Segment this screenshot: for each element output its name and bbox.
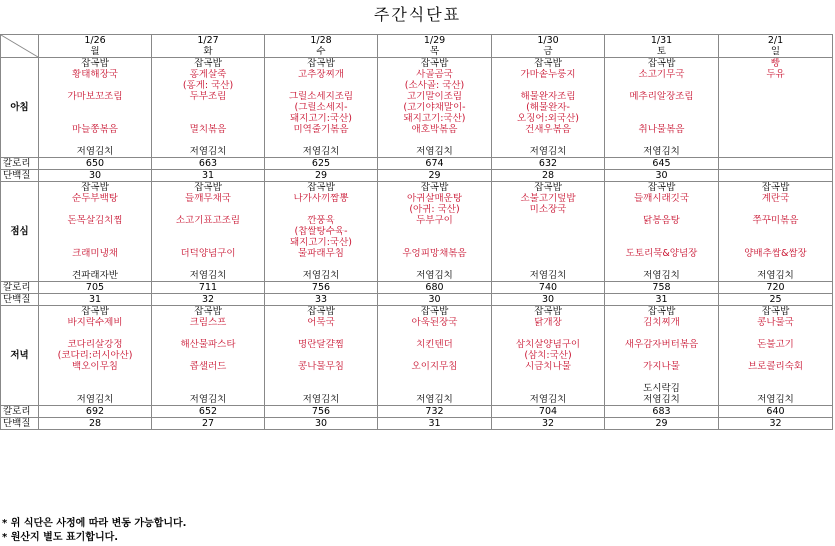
menu-item — [719, 80, 833, 91]
date-cell: 1/31 — [605, 35, 719, 47]
menu-item: 잡곡밥 — [492, 58, 605, 70]
menu-item — [39, 237, 152, 248]
menu-item: 어묵국 — [265, 317, 378, 328]
menu-item — [378, 135, 492, 146]
menu-item — [719, 226, 833, 237]
menu-item: 두부구이 — [378, 215, 492, 226]
menu-item — [378, 372, 492, 383]
menu-item — [605, 350, 719, 361]
menu-item — [152, 113, 265, 124]
menu-item — [605, 113, 719, 124]
calorie-value: 625 — [265, 158, 378, 170]
menu-item: 저염김치 — [719, 270, 833, 282]
protein-value: 30 — [39, 170, 152, 182]
menu-item: 돼지고기:국산) — [265, 113, 378, 124]
menu-item — [265, 135, 378, 146]
calorie-value: 756 — [265, 406, 378, 418]
menu-item: 우엉피망채볶음 — [378, 248, 492, 259]
menu-item: 바지락수제비 — [39, 317, 152, 328]
menu-item — [39, 328, 152, 339]
menu-item: 해산물파스타 — [152, 339, 265, 350]
protein-value: 31 — [152, 170, 265, 182]
menu-item — [378, 383, 492, 394]
menu-item — [492, 237, 605, 248]
menu-item: 잡곡밥 — [265, 58, 378, 70]
calorie-value: 720 — [719, 282, 833, 294]
calorie-value: 758 — [605, 282, 719, 294]
weekday-cell: 목 — [378, 46, 492, 58]
menu-row — [1, 270, 833, 282]
menu-item: 도토리묵&양념장 — [605, 248, 719, 259]
menu-item: 홍게살죽 — [152, 69, 265, 80]
menu-item: 그릴소세지조림 — [265, 91, 378, 102]
menu-item: (해물완자- — [492, 102, 605, 113]
calorie-row — [1, 158, 833, 170]
menu-item: 김치찌개 — [605, 317, 719, 328]
menu-item — [719, 350, 833, 361]
menu-row — [1, 259, 833, 270]
menu-item — [152, 102, 265, 113]
menu-item: 잡곡밥 — [265, 182, 378, 194]
protein-value — [719, 170, 833, 182]
menu-item: 미소장국 — [492, 204, 605, 215]
calorie-value: 692 — [39, 406, 152, 418]
menu-item: 저염김치 — [39, 394, 152, 406]
menu-item: 계란국 — [719, 193, 833, 204]
meal-label: 아침 — [1, 58, 39, 158]
menu-item: 소불고기덮밥 — [492, 193, 605, 204]
calorie-value: 652 — [152, 406, 265, 418]
menu-item: 돈목살김치찜 — [39, 215, 152, 226]
protein-row — [1, 418, 833, 430]
menu-item — [152, 259, 265, 270]
menu-item — [265, 350, 378, 361]
menu-item: 견파래자반 — [39, 270, 152, 282]
weekday-cell: 일 — [719, 46, 833, 58]
menu-item — [265, 259, 378, 270]
menu-item — [492, 383, 605, 394]
calorie-value: 650 — [39, 158, 152, 170]
menu-item — [265, 383, 378, 394]
menu-item — [378, 226, 492, 237]
menu-item: 저염김치 — [378, 146, 492, 158]
menu-row — [1, 113, 833, 124]
menu-item — [492, 328, 605, 339]
menu-row — [1, 102, 833, 113]
menu-item: 잡곡밥 — [265, 306, 378, 318]
menu-item: 돼지고기:국산) — [265, 237, 378, 248]
menu-item — [719, 102, 833, 113]
calorie-value: 711 — [152, 282, 265, 294]
calorie-row — [1, 406, 833, 418]
protein-value: 33 — [265, 294, 378, 306]
menu-item: 오징어:외국산) — [492, 113, 605, 124]
menu-item: 물파래무침 — [265, 248, 378, 259]
menu-row — [1, 80, 833, 91]
menu-item: 저염김치 — [492, 270, 605, 282]
menu-item: 오이지무침 — [378, 361, 492, 372]
menu-item — [265, 80, 378, 91]
menu-item — [605, 80, 719, 91]
menu-item — [719, 124, 833, 135]
menu-item — [492, 372, 605, 383]
menu-item: 아귀살매운탕 — [378, 193, 492, 204]
menu-row — [1, 350, 833, 361]
menu-item: 고기말이조림 — [378, 91, 492, 102]
menu-item: 콥샐러드 — [152, 361, 265, 372]
menu-item — [605, 102, 719, 113]
menu-item: (삼치:국산) — [492, 350, 605, 361]
menu-item: 치킨텐더 — [378, 339, 492, 350]
menu-item: 고추장찌개 — [265, 69, 378, 80]
menu-item — [492, 80, 605, 91]
date-cell: 2/1 — [719, 35, 833, 47]
menu-item: 메추리알장조림 — [605, 91, 719, 102]
menu-item — [605, 372, 719, 383]
menu-item: 돈불고기 — [719, 339, 833, 350]
menu-item: 크래미냉채 — [39, 248, 152, 259]
menu-item: 백오이무침 — [39, 361, 152, 372]
menu-item — [719, 237, 833, 248]
protein-value: 25 — [719, 294, 833, 306]
menu-row — [1, 361, 833, 372]
menu-item — [492, 259, 605, 270]
menu-item: 닭개장 — [492, 317, 605, 328]
protein-value: 32 — [719, 418, 833, 430]
menu-item: 잡곡밥 — [492, 182, 605, 194]
calorie-value: 740 — [492, 282, 605, 294]
weekday-cell: 월 — [39, 46, 152, 58]
menu-item: 두유 — [719, 69, 833, 80]
protein-value: 28 — [39, 418, 152, 430]
menu-item: 아욱된장국 — [378, 317, 492, 328]
menu-item: 저염김치 — [605, 394, 719, 406]
menu-item — [492, 226, 605, 237]
protein-label: 단백질 — [1, 418, 39, 430]
menu-item: 순두부백탕 — [39, 193, 152, 204]
date-cell: 1/28 — [265, 35, 378, 47]
menu-item — [39, 102, 152, 113]
menu-row — [1, 182, 833, 194]
weekly-menu-table — [0, 34, 833, 430]
menu-item: (코다리:러시아산) — [39, 350, 152, 361]
menu-item: 명란달걀찜 — [265, 339, 378, 350]
calorie-value: 756 — [265, 282, 378, 294]
menu-item: 잡곡밥 — [39, 182, 152, 194]
menu-item: 저염김치 — [265, 394, 378, 406]
menu-item — [39, 372, 152, 383]
menu-item — [152, 226, 265, 237]
menu-item — [378, 350, 492, 361]
menu-item: 저염김치 — [719, 394, 833, 406]
menu-item: (소사골: 국산) — [378, 80, 492, 91]
menu-item — [719, 383, 833, 394]
menu-item: 잡곡밥 — [605, 182, 719, 194]
protein-value: 30 — [378, 294, 492, 306]
menu-item — [605, 226, 719, 237]
menu-row — [1, 339, 833, 350]
meal-label: 저녁 — [1, 306, 39, 406]
date-cell: 1/29 — [378, 35, 492, 47]
menu-item: 건새우볶음 — [492, 124, 605, 135]
menu-item: 두부조림 — [152, 91, 265, 102]
menu-item: (고기야채말이- — [378, 102, 492, 113]
menu-item — [719, 372, 833, 383]
calorie-value: 683 — [605, 406, 719, 418]
menu-item: 도시락김 — [605, 383, 719, 394]
menu-item — [719, 146, 833, 158]
menu-item — [39, 135, 152, 146]
menu-item: 저염김치 — [378, 394, 492, 406]
menu-item: 잡곡밥 — [39, 306, 152, 318]
menu-item — [39, 113, 152, 124]
protein-label: 단백질 — [1, 170, 39, 182]
menu-item — [378, 259, 492, 270]
calorie-value: 645 — [605, 158, 719, 170]
menu-item — [605, 259, 719, 270]
protein-row — [1, 294, 833, 306]
notes — [2, 517, 186, 545]
date-cell: 1/26 — [39, 35, 152, 47]
menu-item: 시금치나물 — [492, 361, 605, 372]
menu-item: 콩나물국 — [719, 317, 833, 328]
menu-row — [1, 91, 833, 102]
menu-item — [719, 91, 833, 102]
menu-item — [605, 204, 719, 215]
menu-item: 저염김치 — [152, 394, 265, 406]
calorie-row — [1, 282, 833, 294]
menu-item — [719, 113, 833, 124]
menu-item: 소고기무국 — [605, 69, 719, 80]
note-line: * 위 식단은 사정에 따라 변동 가능합니다. — [2, 518, 187, 529]
meal-label: 점심 — [1, 182, 39, 282]
calorie-value: 732 — [378, 406, 492, 418]
menu-item: 양배추쌈&쌈장 — [719, 248, 833, 259]
menu-row — [1, 124, 833, 135]
protein-value: 29 — [378, 170, 492, 182]
calorie-label: 칼로리 — [1, 282, 39, 294]
menu-item: 저염김치 — [152, 270, 265, 282]
menu-item: 잡곡밥 — [152, 182, 265, 194]
calorie-value: 704 — [492, 406, 605, 418]
menu-item: 잡곡밥 — [378, 58, 492, 70]
menu-item: 잡곡밥 — [492, 306, 605, 318]
menu-row — [1, 226, 833, 237]
menu-item — [152, 135, 265, 146]
menu-item: 잡곡밥 — [605, 306, 719, 318]
calorie-value — [719, 158, 833, 170]
menu-row — [1, 328, 833, 339]
menu-item: (그릴소세지- — [265, 102, 378, 113]
menu-item: 가마솥누룽지 — [492, 69, 605, 80]
menu-item — [39, 226, 152, 237]
menu-item: 저염김치 — [605, 270, 719, 282]
menu-item — [605, 135, 719, 146]
menu-item: 황태해장국 — [39, 69, 152, 80]
protein-value: 27 — [152, 418, 265, 430]
menu-item — [492, 248, 605, 259]
menu-row — [1, 69, 833, 80]
menu-item: 저염김치 — [39, 146, 152, 158]
menu-item: 잡곡밥 — [378, 306, 492, 318]
menu-item: 들깨무채국 — [152, 193, 265, 204]
protein-value: 29 — [265, 170, 378, 182]
menu-row — [1, 215, 833, 226]
menu-item — [39, 383, 152, 394]
menu-item — [719, 135, 833, 146]
menu-row — [1, 135, 833, 146]
menu-item — [605, 237, 719, 248]
menu-row — [1, 248, 833, 259]
menu-item — [152, 372, 265, 383]
menu-item: 빵 — [719, 58, 833, 70]
protein-value: 31 — [378, 418, 492, 430]
menu-item: 저염김치 — [492, 394, 605, 406]
menu-item: 멸치볶음 — [152, 124, 265, 135]
menu-row — [1, 394, 833, 406]
menu-item: (아귀: 국산) — [378, 204, 492, 215]
menu-item — [152, 328, 265, 339]
menu-item — [492, 215, 605, 226]
menu-item: 저염김치 — [265, 270, 378, 282]
menu-item: 콩나물무침 — [265, 361, 378, 372]
protein-value: 30 — [492, 294, 605, 306]
corner-cell — [1, 35, 39, 58]
page-title: 주간식단표 — [373, 5, 462, 24]
menu-item — [152, 204, 265, 215]
menu-item — [152, 350, 265, 361]
menu-row — [1, 237, 833, 248]
menu-item: 잡곡밥 — [378, 182, 492, 194]
weekday-cell: 금 — [492, 46, 605, 58]
menu-item: 삼치살양념구이 — [492, 339, 605, 350]
menu-item — [152, 237, 265, 248]
menu-item: 잡곡밥 — [605, 58, 719, 70]
protein-value: 31 — [39, 294, 152, 306]
menu-item: (찹쌀탕수육- — [265, 226, 378, 237]
menu-row — [1, 306, 833, 318]
protein-value: 32 — [152, 294, 265, 306]
menu-item: 나가사끼짬뽕 — [265, 193, 378, 204]
protein-row — [1, 170, 833, 182]
menu-item: 해물완자조림 — [492, 91, 605, 102]
protein-value: 31 — [605, 294, 719, 306]
calorie-value: 705 — [39, 282, 152, 294]
menu-item: 미역줄기볶음 — [265, 124, 378, 135]
calorie-value: 663 — [152, 158, 265, 170]
weekday-cell: 수 — [265, 46, 378, 58]
menu-item — [605, 328, 719, 339]
menu-item — [492, 135, 605, 146]
menu-item — [152, 383, 265, 394]
menu-item: 돼지고기:국산) — [378, 113, 492, 124]
menu-item: 저염김치 — [265, 146, 378, 158]
calorie-label: 칼로리 — [1, 158, 39, 170]
menu-item: 브로콜리숙회 — [719, 361, 833, 372]
menu-item: 잡곡밥 — [39, 58, 152, 70]
note-line: * 원산지 별도 표기합니다. — [2, 532, 119, 543]
menu-item — [265, 328, 378, 339]
calorie-value: 680 — [378, 282, 492, 294]
protein-label: 단백질 — [1, 294, 39, 306]
protein-value: 32 — [492, 418, 605, 430]
calorie-label: 칼로리 — [1, 406, 39, 418]
menu-item — [39, 204, 152, 215]
menu-item: 저염김치 — [152, 146, 265, 158]
menu-item: 저염김치 — [378, 270, 492, 282]
date-row — [1, 35, 833, 47]
calorie-value: 632 — [492, 158, 605, 170]
menu-item: 사골곰국 — [378, 69, 492, 80]
menu-row — [1, 204, 833, 215]
menu-row — [1, 146, 833, 158]
date-cell: 1/27 — [152, 35, 265, 47]
menu-item — [378, 237, 492, 248]
menu-item — [39, 80, 152, 91]
menu-item: (홍게: 국산) — [152, 80, 265, 91]
menu-item: 들깨시래깃국 — [605, 193, 719, 204]
weekday-row — [1, 46, 833, 58]
menu-item: 잡곡밥 — [152, 306, 265, 318]
calorie-value: 674 — [378, 158, 492, 170]
protein-value: 29 — [605, 418, 719, 430]
menu-row — [1, 193, 833, 204]
menu-item: 잡곡밥 — [719, 306, 833, 318]
menu-item — [378, 328, 492, 339]
menu-item: 저염김치 — [492, 146, 605, 158]
menu-item: 새우감자버터볶음 — [605, 339, 719, 350]
menu-item: 애호박볶음 — [378, 124, 492, 135]
menu-item: 쭈꾸미볶음 — [719, 215, 833, 226]
menu-item: 저염김치 — [605, 146, 719, 158]
menu-item: 코다리살강정 — [39, 339, 152, 350]
menu-item — [265, 372, 378, 383]
menu-item: 닭봉음탕 — [605, 215, 719, 226]
protein-value: 28 — [492, 170, 605, 182]
menu-item: 마늘쫑볶음 — [39, 124, 152, 135]
weekday-cell: 화 — [152, 46, 265, 58]
menu-item: 크림스프 — [152, 317, 265, 328]
weekday-cell: 토 — [605, 46, 719, 58]
menu-row — [1, 372, 833, 383]
menu-item — [719, 259, 833, 270]
protein-value: 30 — [265, 418, 378, 430]
menu-row — [1, 383, 833, 394]
date-cell: 1/30 — [492, 35, 605, 47]
menu-item: 소고기표고조림 — [152, 215, 265, 226]
menu-item: 가지나물 — [605, 361, 719, 372]
menu-item: 더덕양념구이 — [152, 248, 265, 259]
menu-item — [39, 259, 152, 270]
menu-item: 잡곡밥 — [719, 182, 833, 194]
menu-item — [265, 204, 378, 215]
calorie-value: 640 — [719, 406, 833, 418]
protein-value: 30 — [605, 170, 719, 182]
menu-row — [1, 58, 833, 70]
menu-item: 깐풍육 — [265, 215, 378, 226]
menu-row — [1, 317, 833, 328]
menu-item: 취나물볶음 — [605, 124, 719, 135]
menu-item: 잡곡밥 — [152, 58, 265, 70]
menu-item — [719, 328, 833, 339]
menu-item: 가마보꼬조림 — [39, 91, 152, 102]
menu-item — [719, 204, 833, 215]
